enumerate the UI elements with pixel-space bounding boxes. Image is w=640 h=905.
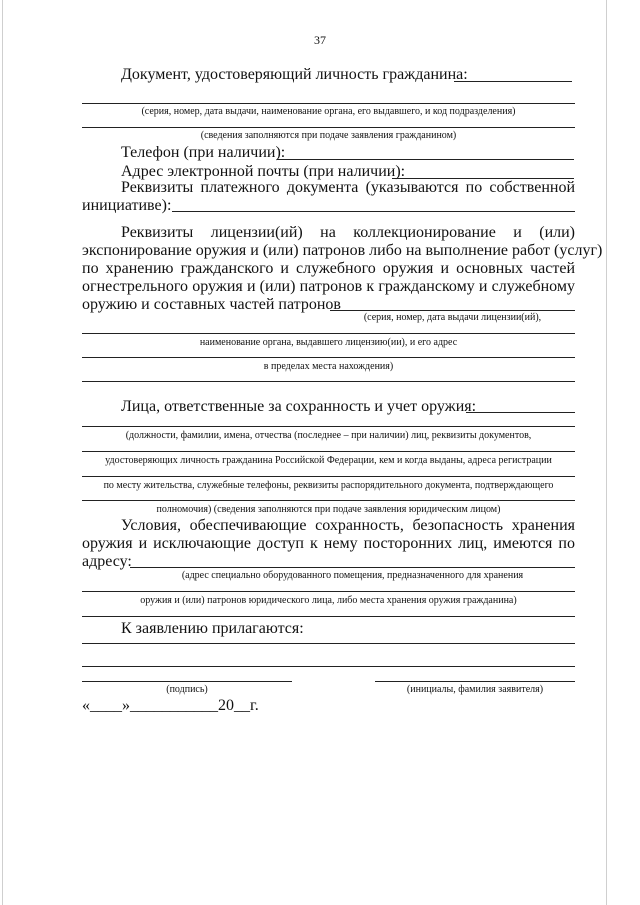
conditions-text-line-1: Условия, обеспечивающие сохранность, безопасность хранения [121, 517, 575, 534]
license-caption-1: (серия, номер, дата выдачи лицензии(ий), [363, 312, 542, 323]
license-line-3[interactable] [82, 357, 575, 358]
identity-caption-2: (сведения заполняются при подаче заявления гражданином) [200, 130, 457, 141]
applicant-name-caption: (инициалы, фамилия заявителя) [406, 684, 544, 695]
license-caption-2: наименование органа, выдавшего лицензию(ии), и его адрес [199, 337, 458, 348]
license-text-line-1: Реквизиты лицензии(ий) на коллекционирование и (или) [121, 224, 575, 241]
email-label: Адрес электронной почты (при наличии): [121, 163, 406, 180]
attachments-line-2[interactable] [82, 666, 575, 667]
license-text-line-3: по хранению гражданского и служебного оружия и основных частей [82, 260, 575, 277]
responsible-line-4[interactable] [82, 500, 575, 501]
license-field[interactable] [330, 310, 575, 311]
attachments-label: К заявлению прилагаются: [121, 620, 304, 637]
responsible-label: Лица, ответственные за сохранность и учет оружия: [121, 398, 477, 415]
applicant-name-field[interactable] [375, 681, 575, 682]
identity-details-line[interactable] [82, 103, 575, 104]
responsible-caption-2: удостоверяющих личность гражданина Российской Федерации, кем и когда выданы, адреса регистрации [105, 455, 552, 466]
license-text-line-4: огнестрельного оружия и (или) патронов к гражданскому и служебному [82, 278, 575, 295]
identity-doc-label: Документ, удостоверяющий личность гражданина: [121, 66, 468, 83]
scan-left-edge [2, 0, 3, 905]
license-text-line-2: экспонирование оружия и (или) патронов либо на выполнение работ (услуг) [82, 242, 603, 259]
conditions-line-2[interactable] [82, 591, 575, 592]
conditions-field[interactable] [130, 567, 575, 568]
payment-label-line-2: инициативе): [82, 197, 172, 214]
identity-doc-field[interactable] [454, 81, 572, 82]
signature-field[interactable] [82, 681, 292, 682]
license-text-line-5: оружию и составных частей патронов [82, 296, 341, 313]
conditions-text-line-3: адресу: [82, 553, 132, 570]
scan-right-edge [606, 0, 607, 905]
identity-details-line-2[interactable] [82, 127, 575, 128]
conditions-caption-2: оружия и (или) патронов юридического лица, либо места хранения оружия гражданина) [140, 595, 517, 606]
phone-label: Телефон (при наличии): [121, 144, 286, 161]
attachments-line-1[interactable] [82, 643, 575, 644]
license-line-2[interactable] [82, 333, 575, 334]
responsible-caption-3: по месту жительства, служебные телефоны, реквизиты распорядительного документа, подтверждающего [103, 480, 554, 491]
payment-field[interactable] [172, 211, 575, 212]
responsible-line-2[interactable] [82, 451, 575, 452]
responsible-line-1[interactable] [82, 426, 575, 427]
responsible-caption-4: полномочия) (сведения заполняются при подаче заявления юридическим лицом) [156, 504, 501, 515]
page-number: 37 [314, 33, 326, 47]
date-line[interactable]: «____»___________20__г. [82, 697, 259, 714]
responsible-field[interactable] [466, 412, 575, 413]
conditions-line-3[interactable] [82, 616, 575, 617]
payment-label-line-1: Реквизиты платежного документа (указываются по собственной [121, 179, 575, 196]
phone-field[interactable] [277, 159, 574, 160]
responsible-line-3[interactable] [82, 476, 575, 477]
license-caption-3: в пределах места нахождения) [263, 361, 394, 372]
conditions-caption-1: (адрес специально оборудованного помещения, предназначенного для хранения [181, 570, 524, 581]
responsible-caption-1: (должности, фамилии, имена, отчества (последнее – при наличии) лиц, реквизиты документов, [125, 430, 532, 441]
signature-caption: (подпись) [166, 684, 208, 695]
license-line-4[interactable] [82, 381, 575, 382]
identity-caption-1: (серия, номер, дата выдачи, наименование органа, его выдавшего, и код подразделения) [141, 106, 516, 117]
conditions-text-line-2: оружия и исключающие доступ к нему посторонних лиц, имеются по [82, 535, 575, 552]
